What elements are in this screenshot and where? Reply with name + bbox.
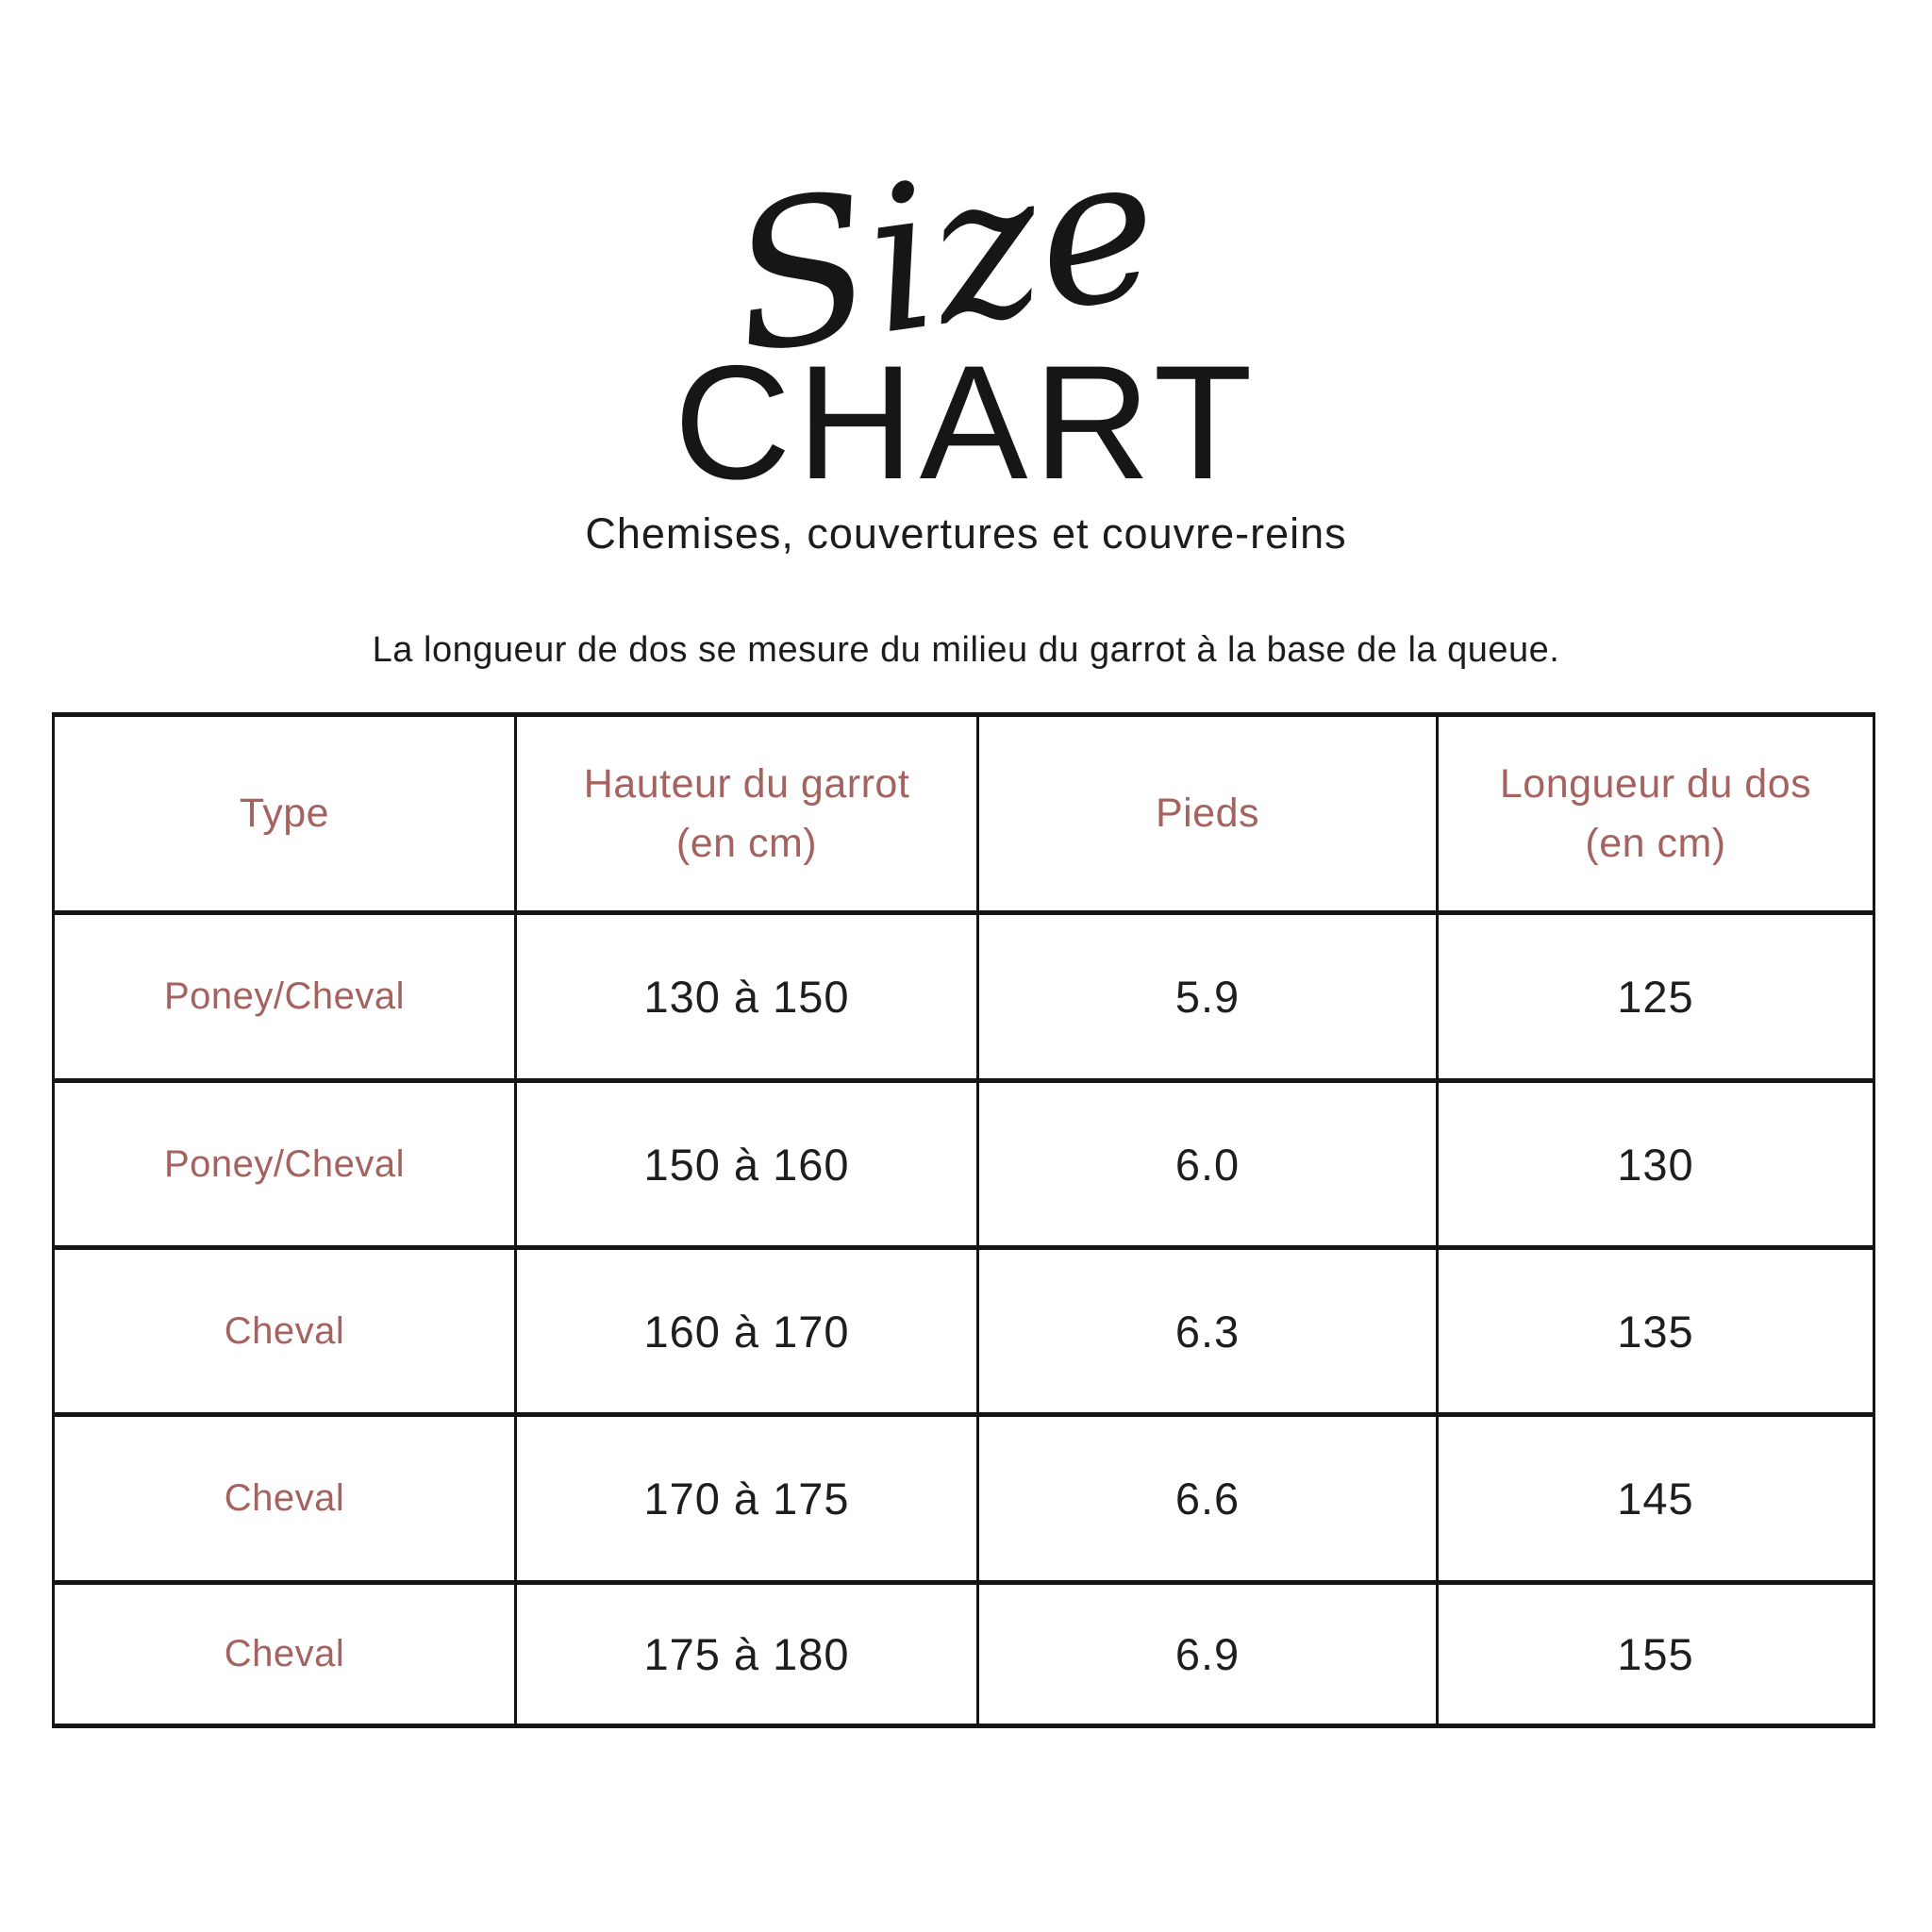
column-header-hauteur-garrot bbox=[516, 715, 978, 913]
cell-longueur-dos: 145 bbox=[1438, 1415, 1874, 1583]
page-subtitle: Chemises, couvertures et couvre-reins bbox=[585, 509, 1347, 558]
cell-hauteur-garrot: 130 à 150 bbox=[516, 913, 978, 1081]
cell-hauteur-garrot: 170 à 175 bbox=[516, 1415, 978, 1583]
table-row bbox=[54, 913, 1874, 1081]
table-row bbox=[54, 1248, 1874, 1415]
table-row bbox=[54, 1081, 1874, 1248]
cell-hauteur-garrot: 150 à 160 bbox=[516, 1081, 978, 1248]
column-header-line2: (en cm) bbox=[675, 820, 818, 866]
column-header-line1: Longueur du dos bbox=[1499, 761, 1812, 808]
column-header-pieds bbox=[978, 715, 1438, 913]
column-header-line1: Hauteur du garrot bbox=[583, 761, 910, 808]
logo-caps-chart: CHART bbox=[674, 332, 1258, 513]
column-header-type bbox=[54, 715, 516, 913]
cell-type: Cheval bbox=[54, 1583, 516, 1726]
cell-type: Poney/Cheval bbox=[54, 1081, 516, 1248]
cell-pieds: 5.9 bbox=[978, 913, 1438, 1081]
column-header-line1: Type bbox=[239, 791, 330, 837]
size-table bbox=[52, 712, 1875, 1728]
cell-pieds: 6.9 bbox=[978, 1583, 1438, 1726]
cell-longueur-dos: 125 bbox=[1438, 913, 1874, 1081]
cell-longueur-dos: 135 bbox=[1438, 1248, 1874, 1415]
cell-type: Cheval bbox=[54, 1248, 516, 1415]
cell-longueur-dos: 155 bbox=[1438, 1583, 1874, 1726]
cell-pieds: 6.3 bbox=[978, 1248, 1438, 1415]
measurement-note: La longueur de dos se mesure du milieu du garrot à la base de la queue. bbox=[372, 630, 1560, 670]
cell-hauteur-garrot: 160 à 170 bbox=[516, 1248, 978, 1415]
table-header-row bbox=[54, 715, 1874, 913]
logo-script-size: Size bbox=[718, 108, 1172, 399]
cell-longueur-dos: 130 bbox=[1438, 1081, 1874, 1248]
table-row bbox=[54, 1415, 1874, 1583]
column-header-longueur-dos bbox=[1438, 715, 1874, 913]
cell-type: Poney/Cheval bbox=[54, 913, 516, 1081]
cell-hauteur-garrot: 175 à 180 bbox=[516, 1583, 978, 1726]
cell-pieds: 6.0 bbox=[978, 1081, 1438, 1248]
column-header-line1: Pieds bbox=[1155, 791, 1260, 837]
cell-pieds: 6.6 bbox=[978, 1415, 1438, 1583]
cell-type: Cheval bbox=[54, 1415, 516, 1583]
table-row bbox=[54, 1583, 1874, 1726]
column-header-line2: (en cm) bbox=[1585, 820, 1726, 866]
